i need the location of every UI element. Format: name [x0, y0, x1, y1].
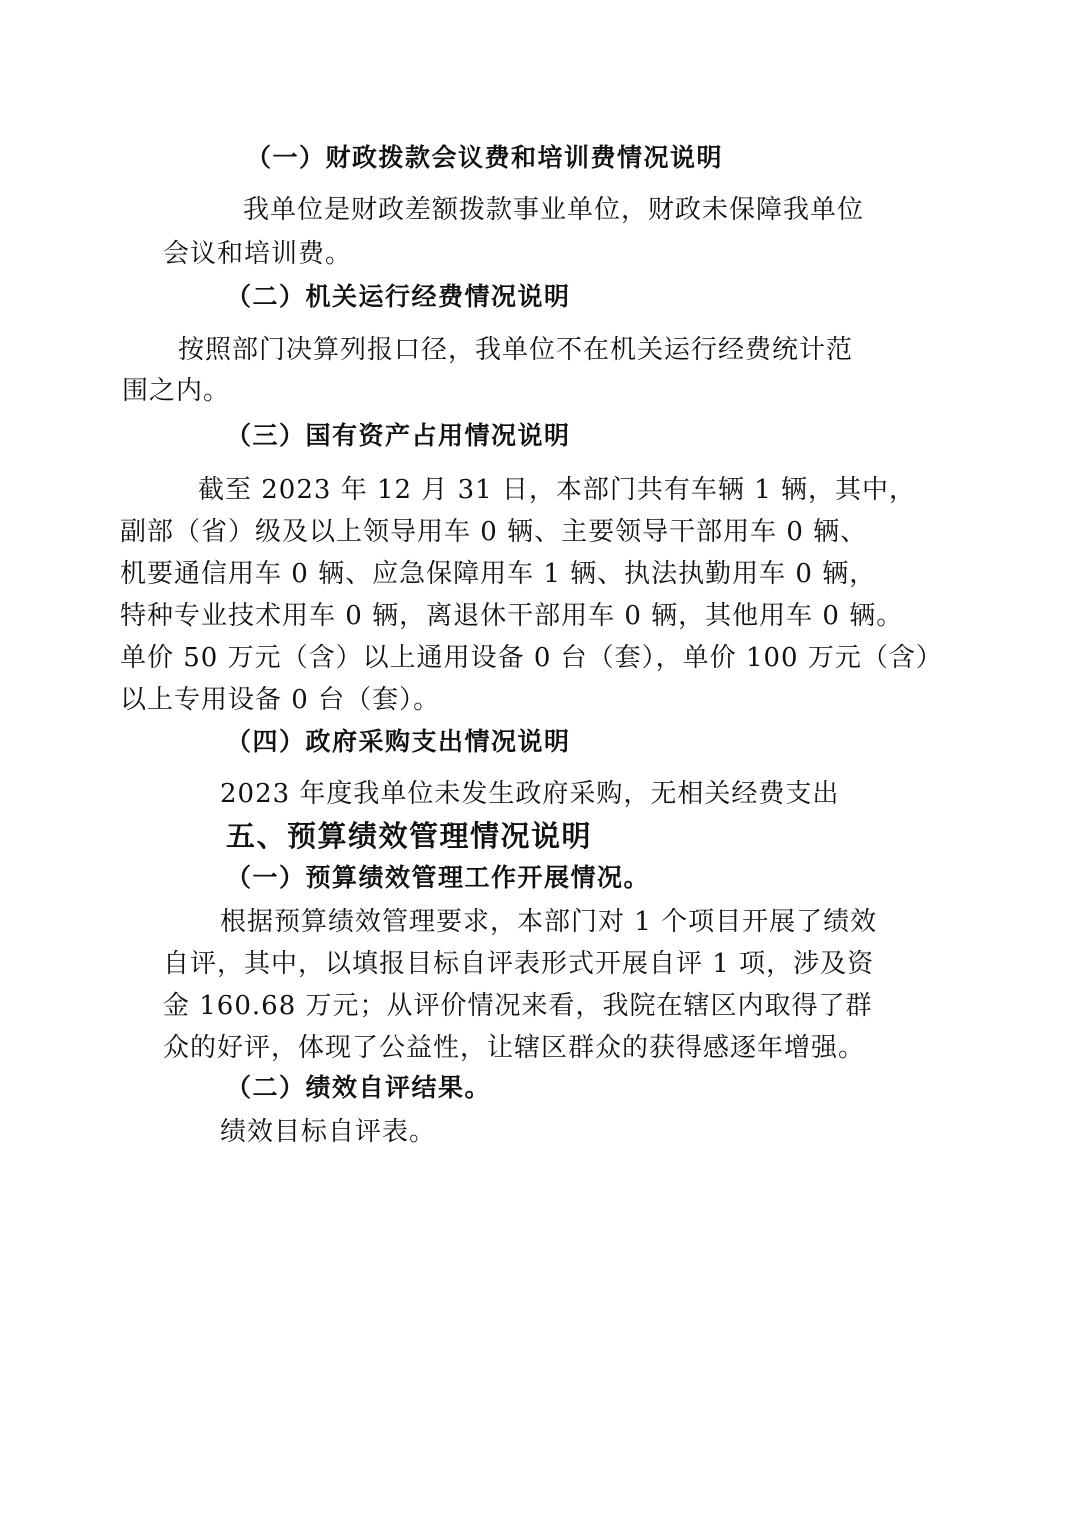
meeting-training-line-2: 会议和培训费。 [163, 239, 353, 269]
procurement-line-1: 2023 年度我单位未发生政府采购，无相关经费支出 [220, 779, 840, 809]
performance-sub1-line-2: 自评，其中，以填报目标自评表形式开展自评 1 项，涉及资 [163, 949, 875, 979]
performance-sub2-heading: （二）绩效自评结果。 [226, 1073, 492, 1102]
state-assets-line-5: 单价 50 万元（含）以上通用设备 0 台（套），单价 100 万元（含） [120, 643, 943, 673]
meeting-training-heading: （一）财政拨款会议费和培训费情况说明 [246, 143, 724, 172]
performance-sub2-line-1: 绩效目标自评表。 [220, 1117, 437, 1147]
performance-title: 五、预算绩效管理情况说明 [226, 819, 593, 853]
state-assets-line-6: 以上专用设备 0 台（套）。 [120, 685, 441, 715]
performance-sub1-line-4: 众的好评，体现了公益性，让辖区群众的获得感逐年增强。 [163, 1033, 866, 1063]
performance-sub1-line-1: 根据预算绩效管理要求，本部门对 1 个项目开展了绩效 [220, 907, 878, 937]
performance-sub1-line-3: 金 160.68 万元；从评价情况来看，我院在辖区内取得了群 [163, 991, 873, 1021]
state-assets-line-4: 特种专业技术用车 0 辆，离退休干部用车 0 辆，其他用车 0 辆。 [120, 601, 904, 631]
procurement-heading: （四）政府采购支出情况说明 [226, 727, 571, 756]
operating-costs-heading: （二）机关运行经费情况说明 [226, 282, 571, 311]
state-assets-line-1: 截至 2023 年 12 月 31 日，本部门共有车辆 1 辆，其中， [198, 475, 916, 505]
operating-costs-line-2: 围之内。 [122, 376, 231, 406]
state-assets-line-3: 机要通信用车 0 辆、应急保障用车 1 辆、执法执勤用车 0 辆， [120, 559, 877, 589]
state-assets-line-2: 副部（省）级及以上领导用车 0 辆、主要领导干部用车 0 辆、 [120, 517, 868, 547]
performance-sub1-heading: （一）预算绩效管理工作开展情况。 [226, 863, 651, 892]
meeting-training-line-1: 我单位是财政差额拨款事业单位，财政未保障我单位 [243, 195, 865, 225]
state-assets-heading: （三）国有资产占用情况说明 [226, 421, 571, 450]
operating-costs-line-1: 按照部门决算列报口径，我单位不在机关运行经费统计范 [178, 335, 854, 365]
